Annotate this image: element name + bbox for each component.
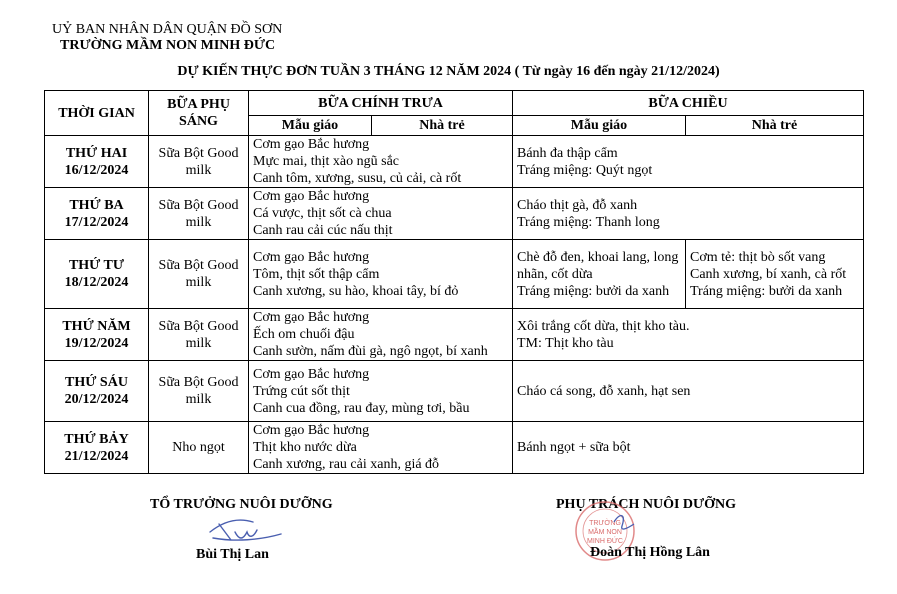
day-name: THỨ BẢY bbox=[64, 431, 129, 447]
day-date: 20/12/2024 bbox=[64, 392, 129, 407]
dish: Canh xương, rau cải xanh, giá đỗ bbox=[253, 457, 440, 472]
dish: Tôm, thịt sốt thập cẩm bbox=[253, 266, 380, 282]
afternoon-cell bbox=[513, 422, 864, 474]
dish: Cơm gạo Bắc hương bbox=[253, 366, 370, 382]
afternoon-nursery-cell bbox=[686, 240, 864, 309]
dish: Cá vược, thịt sốt cà chua bbox=[253, 206, 392, 221]
day-date: 21/12/2024 bbox=[64, 448, 129, 464]
dish: Mực mai, thịt xào ngũ sắc bbox=[253, 154, 400, 169]
svg-text:TRƯỜNG: TRƯỜNG bbox=[589, 520, 621, 527]
dish: Bánh ngọt + sữa bột bbox=[517, 440, 631, 455]
dish: Cháo thịt gà, đỗ xanh bbox=[517, 197, 638, 213]
dish: TM: Thịt kho tàu bbox=[517, 335, 614, 351]
dish: Canh cua đồng, rau đay, mùng tơi, bầu bbox=[253, 400, 470, 416]
snack-cell: Sữa Bột Good milk bbox=[149, 136, 249, 188]
sub-header-lunch-kindergarten: Mẫu giáo bbox=[249, 116, 372, 136]
dish: Cơm gạo Bắc hương bbox=[253, 189, 370, 204]
day-cell bbox=[45, 361, 149, 422]
col-header-time: THỜI GIAN bbox=[45, 91, 149, 136]
day-date: 19/12/2024 bbox=[64, 335, 129, 351]
lunch-cell bbox=[249, 240, 513, 309]
lunch-cell bbox=[249, 361, 513, 422]
lunch-cell bbox=[249, 422, 513, 474]
svg-text:MINH ĐỨC: MINH ĐỨC bbox=[587, 538, 623, 545]
dish: Canh sườn, nấm đùi gà, ngô ngọt, bí xanh bbox=[253, 344, 488, 359]
dish: Tráng miệng: Thanh long bbox=[517, 214, 660, 230]
day-cell bbox=[45, 309, 149, 361]
table-row bbox=[45, 422, 864, 474]
dish: Thịt kho nước dừa bbox=[253, 440, 357, 455]
school-name: TRƯỜNG MẦM NON MINH ĐỨC bbox=[60, 38, 276, 53]
left-signer-name: Bùi Thị Lan bbox=[196, 547, 269, 562]
dish: Canh xương, bí xanh, cà rốt bbox=[690, 266, 847, 282]
day-date: 16/12/2024 bbox=[64, 162, 129, 178]
dish: Tráng miệng: bưởi da xanh bbox=[690, 283, 843, 299]
dish: Tráng miệng: bưởi da xanh bbox=[517, 283, 670, 299]
page-title: DỰ KIẾN THỰC ĐƠN TUẦN 3 THÁNG 12 NĂM 2024 ( Từ ngày 16 đến ngày 21/12/2024) bbox=[177, 64, 720, 79]
afternoon-cell bbox=[513, 136, 864, 188]
lunch-cell bbox=[249, 136, 513, 188]
col-header-snack: BỮA PHỤ SÁNG bbox=[149, 91, 249, 136]
table-row bbox=[45, 361, 864, 422]
day-date: 18/12/2024 bbox=[64, 275, 129, 290]
dish: Ếch om chuối đậu bbox=[253, 327, 355, 342]
dish: Cơm tẻ: thịt bò sốt vang bbox=[690, 249, 826, 265]
svg-text:MẦM NON: MẦM NON bbox=[588, 529, 622, 536]
day-name: THỨ BA bbox=[69, 197, 124, 213]
afternoon-cell bbox=[513, 309, 864, 361]
sub-header-afternoon-kindergarten: Mẫu giáo bbox=[513, 116, 686, 136]
day-cell bbox=[45, 188, 149, 240]
dish: Cơm gạo Bắc hương bbox=[253, 249, 370, 265]
menu-table bbox=[44, 90, 864, 474]
day-date: 17/12/2024 bbox=[64, 214, 129, 230]
table-row bbox=[45, 136, 864, 188]
table-row bbox=[45, 309, 864, 361]
day-name: THỨ TƯ bbox=[68, 258, 125, 273]
afternoon-kindergarten-cell bbox=[513, 240, 686, 309]
right-signature-title: PHỤ TRÁCH NUÔI DƯỠNG bbox=[556, 497, 737, 512]
afternoon-cell bbox=[513, 188, 864, 240]
day-name: THỨ HAI bbox=[65, 145, 128, 161]
afternoon-cell bbox=[513, 361, 864, 422]
snack-cell: Sữa Bột Good milk bbox=[149, 309, 249, 361]
dish: Cơm gạo Bắc hương bbox=[253, 310, 370, 325]
day-cell bbox=[45, 422, 149, 474]
dish: Chè đỗ đen, khoai lang, long nhãn, cốt dừa bbox=[517, 249, 679, 282]
dish: Cơm gạo Bắc hương bbox=[253, 137, 370, 152]
table-row bbox=[45, 188, 864, 240]
day-name: THỨ NĂM bbox=[62, 318, 131, 334]
handwritten-signature-left bbox=[205, 510, 285, 546]
day-cell bbox=[45, 240, 149, 309]
dish: Xôi trắng cốt dừa, thịt kho tàu. bbox=[517, 318, 690, 334]
dish: Tráng miệng: Quýt ngọt bbox=[517, 162, 653, 178]
dish: Bánh đa thập cẩm bbox=[517, 145, 618, 161]
dish: Canh xương, su hào, khoai tây, bí đỏ bbox=[253, 283, 459, 299]
dish: Canh tôm, xương, susu, củ cải, cà rốt bbox=[253, 171, 462, 186]
sub-header-afternoon-nursery: Nhà trẻ bbox=[686, 116, 864, 136]
snack-cell: Sữa Bột Good milk bbox=[149, 361, 249, 422]
dish: Cơm gạo Bắc hương bbox=[253, 423, 370, 438]
lunch-cell bbox=[249, 309, 513, 361]
table-row bbox=[45, 240, 864, 309]
day-name: THỨ SÁU bbox=[65, 375, 128, 390]
col-header-afternoon: BỮA CHIỀU bbox=[513, 91, 864, 116]
right-signer-name: Đoàn Thị Hồng Lân bbox=[590, 545, 710, 560]
col-header-lunch: BỮA CHÍNH TRƯA bbox=[249, 91, 513, 116]
dish: Canh rau cải cúc nấu thịt bbox=[253, 223, 393, 238]
district-name: UỶ BAN NHÂN DÂN QUẬN ĐỒ SƠN bbox=[52, 22, 283, 37]
snack-cell: Nho ngọt bbox=[149, 422, 249, 474]
snack-cell: Sữa Bột Good milk bbox=[149, 240, 249, 309]
dish: Trứng cút sốt thịt bbox=[253, 383, 350, 399]
left-signature-title: TỔ TRƯỞNG NUÔI DƯỠNG bbox=[150, 497, 333, 512]
sub-header-lunch-nursery: Nhà trẻ bbox=[372, 116, 513, 136]
dish: Cháo cá song, đỗ xanh, hạt sen bbox=[517, 383, 691, 399]
snack-cell: Sữa Bột Good milk bbox=[149, 188, 249, 240]
day-cell bbox=[45, 136, 149, 188]
lunch-cell bbox=[249, 188, 513, 240]
